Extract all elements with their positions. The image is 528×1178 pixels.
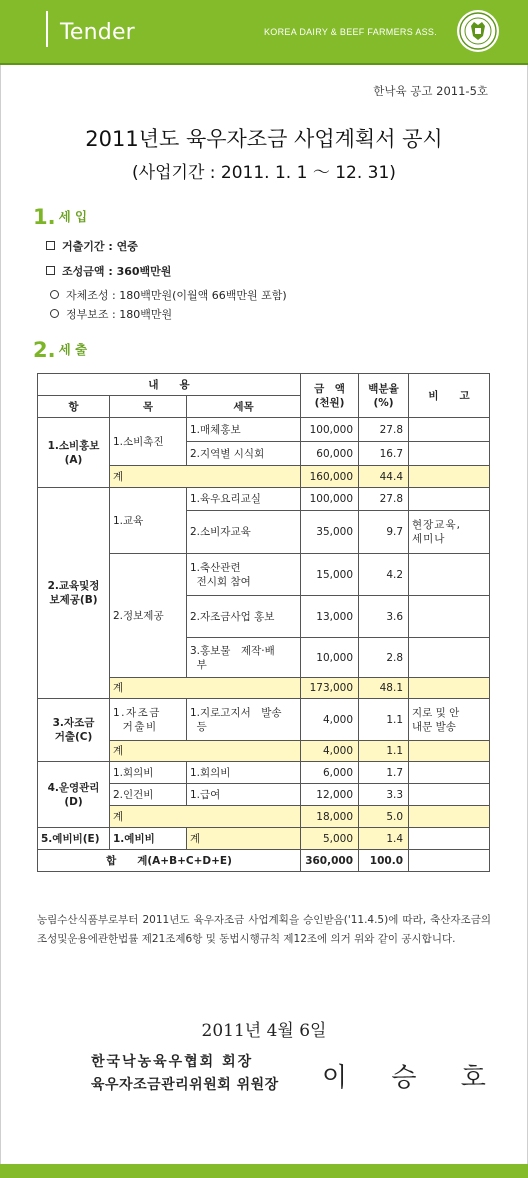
mok-cell: 1.소비촉진: [110, 418, 187, 466]
ratio-cell: 16.7: [359, 442, 409, 466]
mok-cell: 1.회의비: [110, 762, 187, 784]
table-row: [38, 828, 490, 850]
amount-cell: 4,000: [301, 741, 359, 762]
income-item: [50, 306, 172, 322]
semok-cell: 1.육우요리교실: [187, 488, 301, 511]
notice-date: 2011년 4월 6일: [201, 1021, 327, 1041]
amount-cell: 173,000: [301, 678, 359, 699]
amount-cell: 35,000: [301, 511, 359, 554]
note-cell: [409, 554, 490, 596]
hang-cell: 2.교육및정 보제공(B): [38, 488, 110, 699]
income-item: [50, 287, 287, 303]
mok-cell: 2.인건비: [110, 784, 187, 806]
amount-cell: 12,000: [301, 784, 359, 806]
header-title: Tender: [60, 20, 135, 45]
section-label: 세 출: [58, 342, 88, 357]
note-cell: [409, 678, 490, 699]
mok-cell: 1.교육: [110, 488, 187, 554]
ratio-cell: 27.8: [359, 488, 409, 511]
total-ratio: 100.0: [359, 850, 409, 872]
semok-cell: 3.홍보물 제작·배 부: [187, 638, 301, 678]
semok-cell: 2.자조금사업 홍보: [187, 596, 301, 638]
budget-table: [37, 373, 490, 872]
note-cell: [409, 442, 490, 466]
semok-cell: 1.축산관련 전시회 참여: [187, 554, 301, 596]
amount-label: 조성금액 :: [62, 265, 117, 278]
ratio-cell: 1.1: [359, 741, 409, 762]
amount-cell: 100,000: [301, 418, 359, 442]
section-income-heading: [33, 205, 87, 229]
signatory-title-2: 육우자조금관리위원회 위원장: [91, 1077, 279, 1093]
subtotal-label: 계: [110, 741, 301, 762]
section-label: 세 입: [58, 209, 88, 224]
association-logo-icon: [456, 9, 500, 53]
table-header-row: [38, 374, 490, 396]
total-row: [38, 850, 490, 872]
section-number: 1.: [33, 205, 56, 229]
ratio-cell: 1.7: [359, 762, 409, 784]
ratio-cell: 5.0: [359, 806, 409, 828]
semok-cell: 1.회의비: [187, 762, 301, 784]
business-period: (사업기간 : 2011. 1. 1 ～ 12. 31): [132, 163, 396, 183]
ratio-cell: 3.6: [359, 596, 409, 638]
header-semok: 세목: [187, 396, 301, 418]
period-label: 거출기간 :: [62, 240, 117, 253]
note-cell: 지로 및 안 내문 발송: [409, 699, 490, 741]
table-row: [38, 418, 490, 442]
circle-bullet-icon: [50, 309, 59, 318]
ratio-cell: 27.8: [359, 418, 409, 442]
closing-paragraph: 농림수산식품부로부터 2011년도 육우자조금 사업계획을 승인받음('11.4.5)에 따라, 축산자조금의조성및운용에관한법률 제21조제6항 및 동법시행규칙 제12조에 의거 위와 같이 공시합니다.: [37, 914, 491, 945]
income-period-line: [46, 238, 138, 254]
ratio-cell: 1.4: [359, 828, 409, 850]
amount-cell: 160,000: [301, 466, 359, 488]
section-number: 2.: [33, 338, 56, 362]
note-cell: [409, 762, 490, 784]
total-amount: 360,000: [301, 850, 359, 872]
signatory-name: 이 승 호: [322, 1063, 504, 1093]
amount-cell: 10,000: [301, 638, 359, 678]
ratio-cell: 4.2: [359, 554, 409, 596]
note-cell: [409, 466, 490, 488]
header-bar: [0, 0, 528, 65]
ratio-cell: 9.7: [359, 511, 409, 554]
header-divider: [46, 11, 48, 47]
amount-cell: 4,000: [301, 699, 359, 741]
subtotal-label: 계: [110, 678, 301, 699]
header-ratio: 백분율 (%): [359, 374, 409, 418]
amount-cell: 13,000: [301, 596, 359, 638]
income-item-text: 자체조성 : 180백만원(이월액 66백만원 포함): [66, 289, 287, 302]
mok-cell: 1.자조금 거출비: [110, 699, 187, 741]
mok-cell: 1.예비비: [110, 828, 187, 850]
circle-bullet-icon: [50, 290, 59, 299]
hang-cell: 4.운영관리 (D): [38, 762, 110, 828]
amount-cell: 6,000: [301, 762, 359, 784]
semok-cell: 계: [187, 828, 301, 850]
hang-cell: 5.예비비(E): [38, 828, 110, 850]
footer-bar: [0, 1164, 528, 1178]
total-label: 합 계(A+B+C+D+E): [38, 850, 301, 872]
note-cell: 현장교육, 세미나: [409, 511, 490, 554]
table-row: [38, 488, 490, 511]
mok-cell: 2.정보제공: [110, 554, 187, 678]
semok-cell: 1.지로고지서 발송 등: [187, 699, 301, 741]
note-cell: [409, 784, 490, 806]
amount-cell: 5,000: [301, 828, 359, 850]
square-bullet-icon: [46, 241, 55, 250]
income-amount-line: [46, 263, 171, 279]
semok-cell: 2.소비자교육: [187, 511, 301, 554]
period-value: 연중: [116, 240, 138, 253]
header-amount: 금 액 (천원): [301, 374, 359, 418]
header-mok: 목: [110, 396, 187, 418]
page-title: 2011년도 육우자조금 사업계획서 공시: [85, 127, 443, 151]
amount-value: 360백만원: [116, 265, 172, 278]
header-hang: 항: [38, 396, 110, 418]
semok-cell: 2.지역별 시식회: [187, 442, 301, 466]
subtotal-label: 계: [110, 806, 301, 828]
amount-cell: 15,000: [301, 554, 359, 596]
note-cell: [409, 418, 490, 442]
amount-cell: 18,000: [301, 806, 359, 828]
subtotal-label: 계: [110, 466, 301, 488]
income-item-text: 정부보조 : 180백만원: [66, 308, 173, 321]
section-expense-heading: [33, 338, 87, 362]
header-note: 비 고: [409, 374, 490, 418]
note-cell: [409, 638, 490, 678]
note-cell: [409, 828, 490, 850]
ratio-cell: 48.1: [359, 678, 409, 699]
amount-cell: 100,000: [301, 488, 359, 511]
hang-cell: 3.자조금 거출(C): [38, 699, 110, 762]
note-cell: [409, 806, 490, 828]
table-row: [38, 762, 490, 784]
hang-cell: 1.소비홍보 (A): [38, 418, 110, 488]
note-cell: [409, 488, 490, 511]
semok-cell: 1.급여: [187, 784, 301, 806]
table-row: [38, 699, 490, 741]
square-bullet-icon: [46, 266, 55, 275]
note-cell: [409, 596, 490, 638]
ratio-cell: 2.8: [359, 638, 409, 678]
note-cell: [409, 850, 490, 872]
ratio-cell: 3.3: [359, 784, 409, 806]
note-cell: [409, 741, 490, 762]
amount-cell: 60,000: [301, 442, 359, 466]
organization-name: KOREA DAIRY & BEEF FARMERS ASS.: [264, 27, 438, 37]
header-content: 내 용: [38, 374, 301, 396]
semok-cell: 1.매체홍보: [187, 418, 301, 442]
signatory-title-1: 한국낙농육우협회 회장: [91, 1054, 254, 1070]
notice-number: 한낙육 공고 2011-5호: [373, 84, 488, 98]
ratio-cell: 1.1: [359, 699, 409, 741]
ratio-cell: 44.4: [359, 466, 409, 488]
